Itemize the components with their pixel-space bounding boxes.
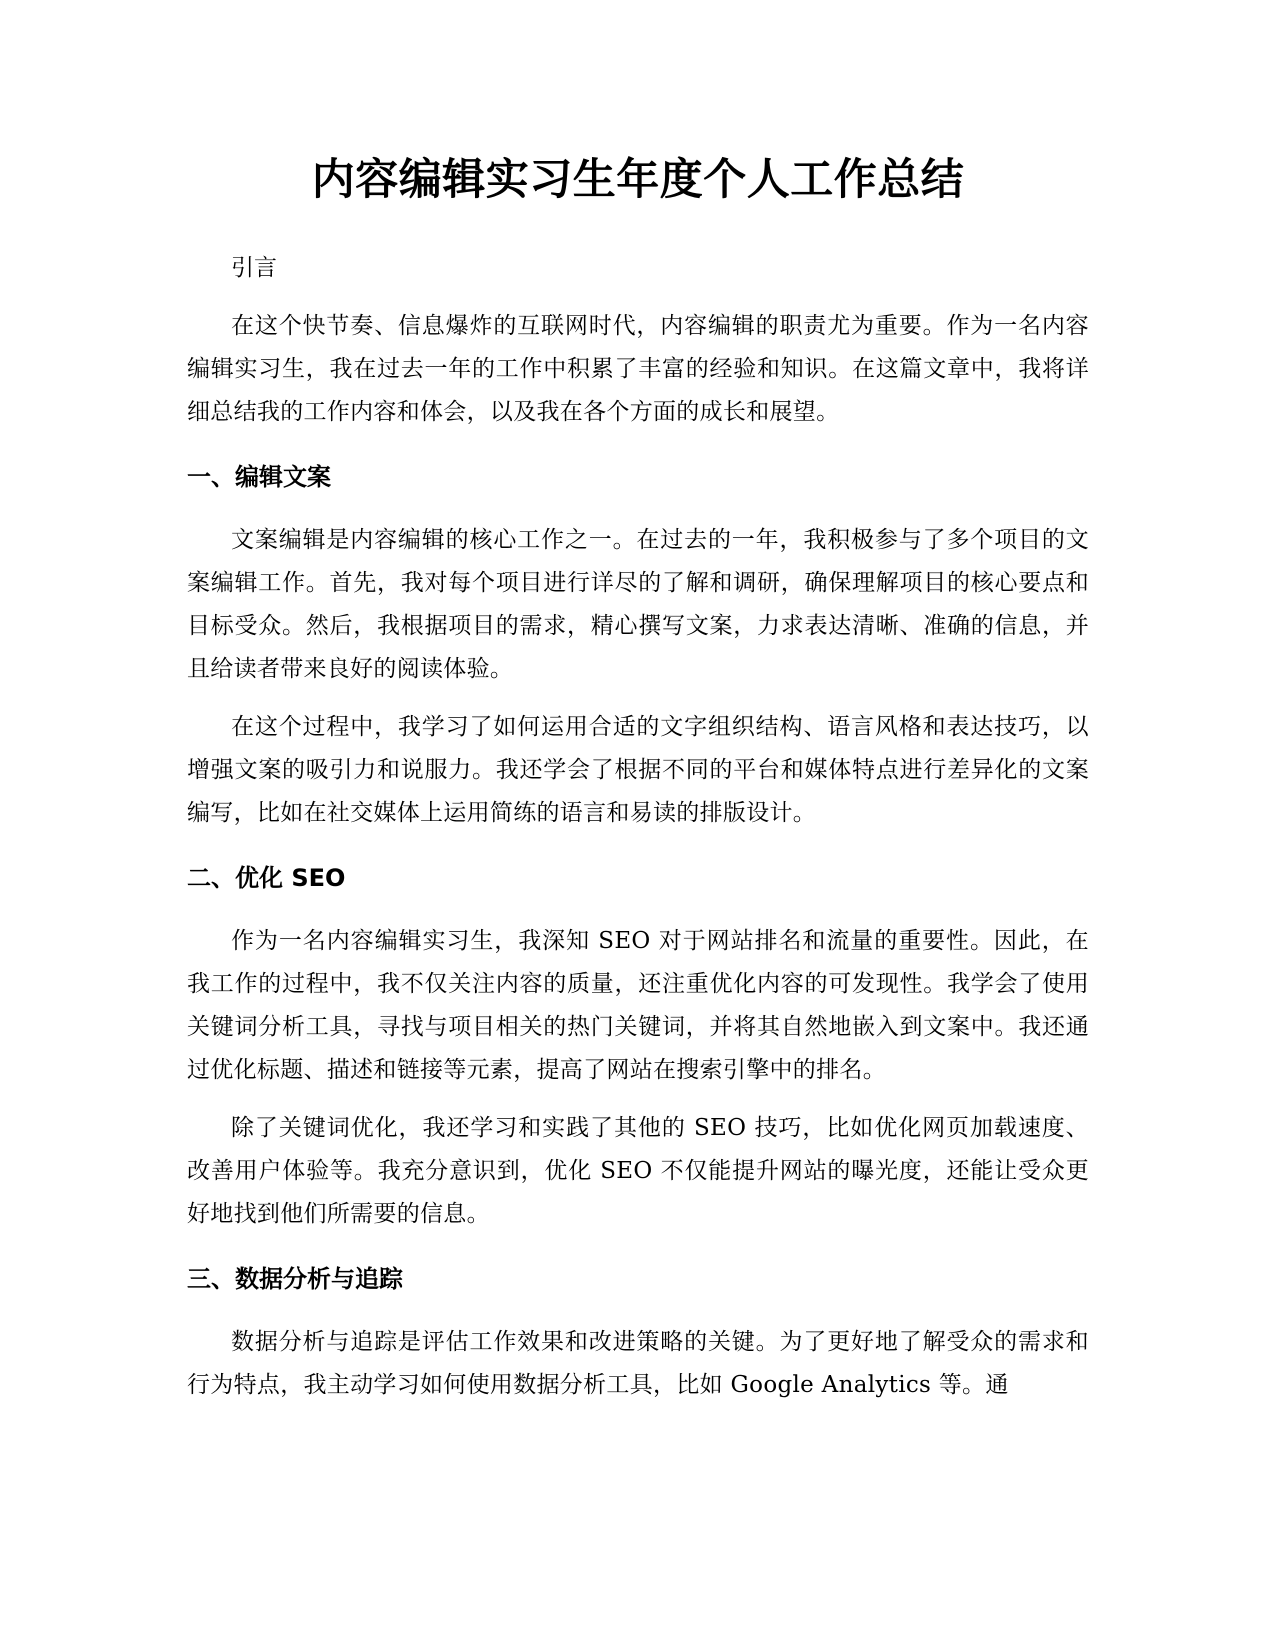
intro-paragraph: 在这个快节奏、信息爆炸的互联网时代，内容编辑的职责尤为重要。作为一名内容编辑实习生，我在过去一年的工作中积累了丰富的经验和知识。在这篇文章中，我将详细总结我的工作内容和体会，以及我在各个方面的成长和展望。 [187,313,1089,425]
document-title: 内容编辑实习生年度个人工作总结 [311,155,965,205]
section-heading-editing: 一、编辑文案 [187,463,331,491]
section-heading-seo: 二、优化 SEO [187,864,346,892]
document-body [187,145,1089,1407]
section-seo-paragraph-2: 除了关键词优化，我还学习和实践了其他的 SEO 技巧，比如优化网页加载速度、改善用户体验等。我充分意识到，优化 SEO 不仅能提升网站的曝光度，还能让受众更好地找到他们所需要的信息。 [187,1115,1089,1227]
section-seo-paragraph-1: 作为一名内容编辑实习生，我深知 SEO 对于网站排名和流量的重要性。因此，在我工作的过程中，我不仅关注内容的质量，还注重优化内容的可发现性。我学会了使用关键词分析工具，寻找与项目相关的热门关键词，并将其自然地嵌入到文案中。我还通过优化标题、描述和链接等元素，提高了网站在搜索引擎中的排名。 [187,928,1089,1083]
intro-label: 引言 [231,255,277,281]
section-heading-analytics: 三、数据分析与追踪 [187,1265,403,1293]
section-editing-paragraph-1: 文案编辑是内容编辑的核心工作之一。在过去的一年，我积极参与了多个项目的文案编辑工作。首先，我对每个项目进行详尽的了解和调研，确保理解项目的核心要点和目标受众。然后，我根据项目的需求，精心撰写文案，力求表达清晰、准确的信息，并且给读者带来良好的阅读体验。 [187,527,1089,682]
section-editing-paragraph-2: 在这个过程中，我学习了如何运用合适的文字组织结构、语言风格和表达技巧，以增强文案的吸引力和说服力。我还学会了根据不同的平台和媒体特点进行差异化的文案编写，比如在社交媒体上运用简练的语言和易读的排版设计。 [187,714,1089,826]
section-analytics-paragraph-1: 数据分析与追踪是评估工作效果和改进策略的关键。为了更好地了解受众的需求和行为特点，我主动学习如何使用数据分析工具，比如 Google Analytics 等。通 [187,1329,1089,1398]
